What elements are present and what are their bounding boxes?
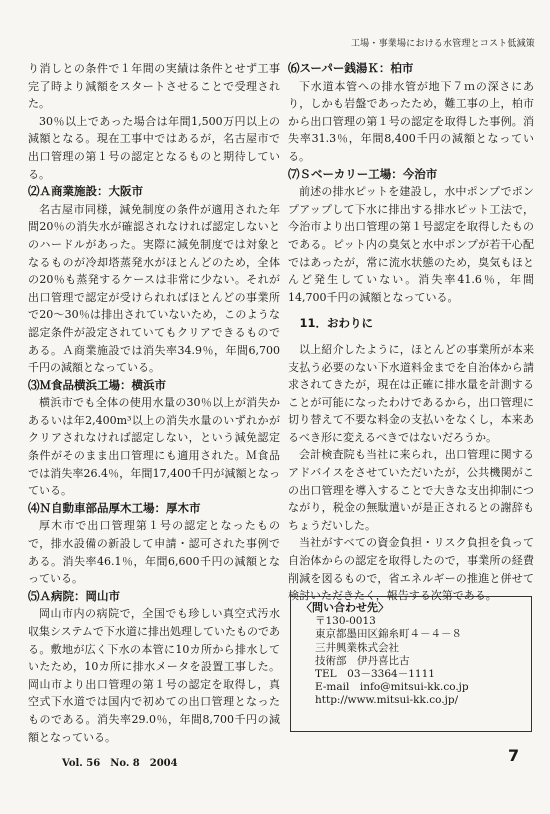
left-column: [28, 60, 280, 746]
paragraph: 30％以上であった場合は年間1,500万円以上の減額となる。現在工事中ではあるが，名古屋市で出口管理の第１号の認定となるものと期待している。: [28, 114, 280, 181]
contact-tel: TEL 03－3364－1111: [315, 668, 435, 681]
contact-title: 〈問い合わせ先〉: [301, 601, 389, 614]
contact-postal: 〒130-0013: [315, 615, 376, 628]
paragraph: 横浜市でも全体の使用水量の30％以上が消失かあるいは年2,400m³以上の消失水量のいずれかがクリアされなければ認定しない，という減免認定条件がそのまま出口管理にも適用された。Ｍ食品では消失率26.4％，年間17,400千円が減額となっている。: [28, 396, 280, 498]
running-header: 工場・事業場における水管理とコスト低減策: [350, 39, 535, 49]
paragraph: 下水道本管への排水管が地下７ｍの深さにあり，しかも岩盤であったため，難工事の上，柏市から出口管理の第１号の認定を取得した事例。消失率31.3％，年間8,400千円の減額となっている。: [288, 79, 534, 163]
footer-volume: Vol. 56 No. 8 2004: [62, 758, 178, 769]
contact-url: http://www.mitsui-kk.co.jp/: [315, 694, 459, 707]
contact-email: E-mail info@mitsui-kk.co.jp: [315, 681, 469, 694]
paragraph: 当社がすべての資金負担・リスク負担を負って自治体からの認定を取得したので，事業所の経費削減を図るもので，省エネルギーの推進と併せて検討いただきたく，報告する次第である。: [288, 536, 534, 603]
contact-person: 技術部 伊丹喜比古: [315, 654, 410, 667]
section-heading: ⑶Ｍ食品横浜工場：横浜市: [28, 377, 166, 392]
section-heading: ⑺Ｓベーカリー工場：今治市: [288, 166, 438, 181]
section-heading: ⑷Ｎ自動車部品厚木工場：厚木市: [28, 500, 201, 515]
contact-company: 三井興業株式会社: [315, 641, 399, 654]
section-heading: ⑹スーパー銭湯Ｋ：柏市: [288, 61, 414, 75]
paragraph: 厚木市で出口管理第１号の認定となったもので，排水設備の新設して申請・認可された事例である。消失率46.1％，年間6,600千円の減額となっている。: [28, 519, 280, 586]
paragraph: 前述の排水ピットを建設し，水中ポンプでポンプアップして下水に排出する排水ピット工法で，今治市より出口管理の第１号認定を取得したものである。ピット内の臭気と水中ポンプが若干心配ではあったが，常に流水状態のため，臭気もほとんど発生していない。消失率41.6％，年間14,700千円の減額となっている。: [288, 185, 534, 304]
chapter-heading: 11．おわりに: [299, 316, 374, 331]
contact-address: 東京都墨田区錦糸町４－４－８: [315, 628, 462, 641]
contact-box: [290, 596, 532, 732]
paragraph: 以上紹介したように，ほとんどの事業所が本来支払う必要のない下水道料金までを自治体から請求されてきたが，現在は正確に排水量を計測することが可能になったわけであるから，出口管理に切り替えて不要な料金の支払いをなくし，本来あるべき形に変えるべきではないだろうか。: [288, 342, 534, 444]
paragraph-continued: り消しとの条件で１年間の実績は条件とせず工事完了時より減額をスタートさせることで受理された。: [28, 62, 280, 111]
paragraph: 岡山市内の病院で，全国でも珍しい真空式汚水収集システムで下水道に排出処理していたものである。敷地が広く下水の本管に10カ所から排水していたため，10カ所に排水メータを設置工事した。岡山市より出口管理の第１号の認定を取得し，真空式下水道では国内で初めての出口管理となったものである。消失率29.0％，年間8,700千円の減額となっている。: [28, 607, 280, 744]
paragraph: 会計検査院も当社に来られ，出口管理に関するアドバイスをさせていただいたが，公共機関がこの出口管理を導入することで大きな支出抑制につながり，税金の無駄遣いが是正されるとの謝辞もちょうだいした。: [288, 448, 534, 532]
right-column: [288, 60, 534, 605]
paragraph: 名古屋市同様，減免制度の条件が適用された年間20％の消失水が確認されなければ認定しないとのハードルがあった。実際に減免制度では対象となるものが冷却塔蒸発水がほとんどのため，全体の20％も蒸発するケースは非常に少ない。それが出口管理で認定が受けられればほとんどの事業所で20～30％は排出されていないため，このような認定条件が設定されていてもクリアできるものである。Ａ商業施設では消失率34.9％，年間6,700千円の減額となっている。: [28, 202, 280, 375]
section-heading: ⑸Ａ病院：岡山市: [28, 588, 120, 603]
page-number: 7: [508, 746, 520, 765]
section-heading: ⑵Ａ商業施設：大阪市: [28, 184, 143, 199]
